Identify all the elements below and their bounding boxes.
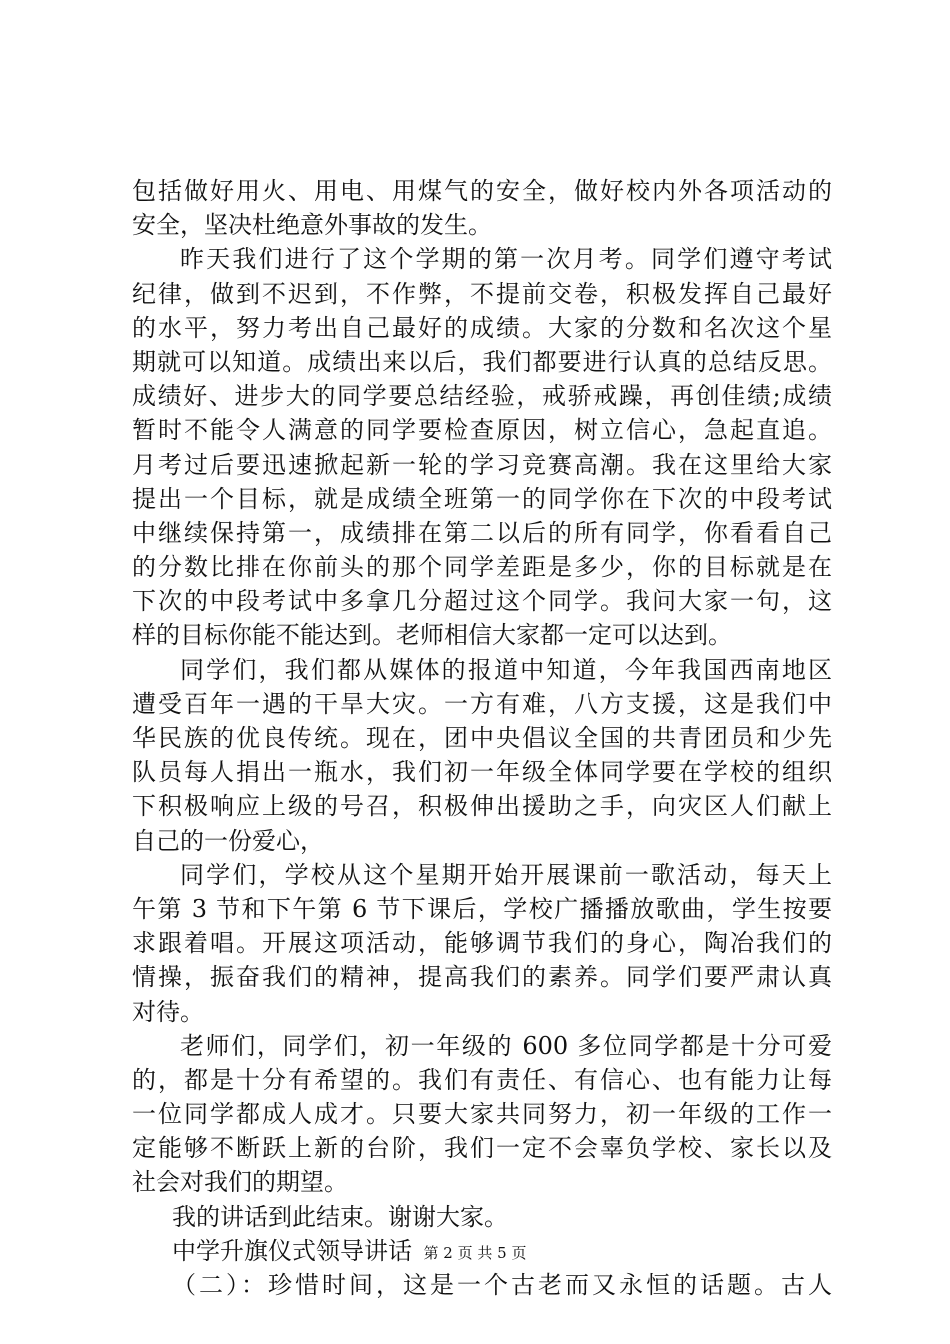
text-line: 提出一个目标，就是成绩全班第一的同学你在下次的中段考试 bbox=[132, 484, 832, 513]
text-line: 同学们，我们都从媒体的报道中知道，今年我国西南地区 bbox=[180, 655, 832, 684]
text-line: 中继续保持第一，成绩排在第二以后的所有同学，你看看自己 bbox=[132, 518, 832, 547]
text-line: 安全，坚决杜绝意外事故的发生。 bbox=[132, 211, 492, 240]
text-line: 定能够不断跃上新的台阶，我们一定不会辜负学校、家长以及 bbox=[132, 1134, 832, 1163]
text-line: 情操，振奋我们的精神，提高我们的素养。同学们要严肃认真 bbox=[132, 963, 832, 992]
text-line: 期就可以知道。成绩出来以后，我们都要进行认真的总结反思。 bbox=[132, 347, 832, 376]
document-body bbox=[132, 174, 832, 1302]
text-line: 对待。 bbox=[132, 997, 204, 1026]
text-line: 下次的中段考试中多拿几分超过这个同学。我问大家一句，这 bbox=[132, 587, 832, 616]
text-line: 成绩好、进步大的同学要总结经验，戒骄戒躁，再创佳绩;成绩 bbox=[132, 382, 832, 411]
text-line: 的，都是十分有希望的。我们有责任、有信心、也有能力让每 bbox=[132, 1065, 832, 1094]
text-line: 社会对我们的期望。 bbox=[132, 1168, 348, 1197]
text-line: 包括做好用火、用电、用煤气的安全，做好校内外各项活动的 bbox=[132, 177, 832, 205]
text-line: 求跟着唱。开展这项活动，能够调节我们的身心，陶冶我们的 bbox=[132, 929, 832, 958]
text-line: 暂时不能令人满意的同学要检查原因，树立信心，急起直追。 bbox=[132, 416, 832, 445]
text-line: 昨天我们进行了这个学期的第一次月考。同学们遵守考试 bbox=[180, 245, 832, 274]
text-line: 队员每人捐出一瓶水，我们初一年级全体同学要在学校的组织 bbox=[132, 758, 832, 787]
text-line: 中学升旗仪式领导讲话 bbox=[172, 1236, 412, 1265]
text-line: 下积极响应上级的号召，积极伸出援助之手，向灾区人们献上 bbox=[132, 792, 832, 821]
text-line: 华民族的优良传统。现在，团中央倡议全国的共青团员和少先 bbox=[132, 724, 832, 752]
text-line: 午第 3 节和下午第 6 节下课后，学校广播播放歌曲，学生按要 bbox=[132, 894, 832, 923]
text-line: 遭受百年一遇的干旱大灾。一方有难，八方支援，这是我们中 bbox=[132, 689, 832, 718]
text-line: 的水平，努力考出自己最好的成绩。大家的分数和名次这个星 bbox=[132, 313, 832, 342]
text-line: 月考过后要迅速掀起新一轮的学习竞赛高潮。我在这里给大家 bbox=[132, 450, 832, 479]
text-line: 一位同学都成人成才。只要大家共同努力，初一年级的工作一 bbox=[132, 1100, 832, 1129]
text-line: 自己的一份爱心， bbox=[132, 826, 324, 855]
page-footer: 第 2 页 共 5 页 bbox=[423, 1244, 527, 1262]
text-line: 老师们，同学们，初一年级的 600 多位同学都是十分可爱 bbox=[180, 1031, 832, 1060]
text-line: 样的目标你能不能达到。老师相信大家都一定可以达到。 bbox=[132, 621, 732, 650]
text-line: 的分数比排在你前头的那个同学差距是多少，你的目标就是在 bbox=[132, 553, 832, 582]
text-line: （二）：珍惜时间，这是一个古老而又永恒的话题。古人 bbox=[172, 1271, 832, 1299]
text-line: 纪律，做到不迟到，不作弊，不提前交卷，积极发挥自己最好 bbox=[132, 279, 832, 308]
text-line: 我的讲话到此结束。谢谢大家。 bbox=[172, 1202, 508, 1231]
text-line: 同学们，学校从这个星期开始开展课前一歌活动，每天上 bbox=[180, 860, 832, 889]
